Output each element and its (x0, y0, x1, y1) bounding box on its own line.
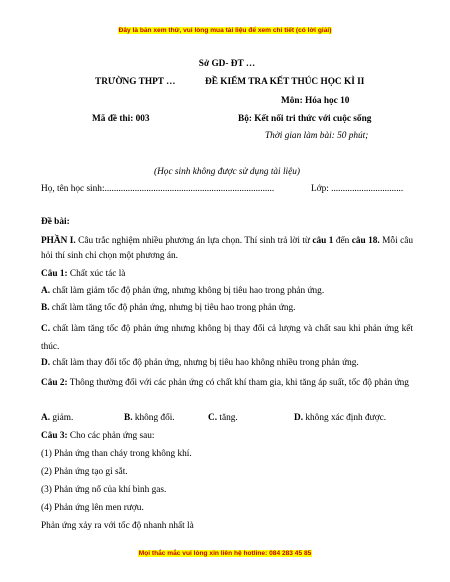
question-1-option-d: D. chất làm thay đổi tốc độ phản ứng, nhưng bị tiêu hao không nhiều trong phản ứng. (41, 358, 359, 368)
exam-duration: Thời gian làm bài: 50 phút; (265, 131, 369, 141)
preview-notice: Đây là bản xem thử, vui lòng mua tài liệu để xem chi tiết (có lời giải) (118, 27, 332, 34)
question-2-option-a: A. giảm. (41, 413, 74, 423)
part1-instructions: PHẦN I. Câu trắc nghiệm nhiều phương án lựa chọn. Thí sinh trả lời từ câu 1 đến câu 18. Mỗi câu hỏi thí sinh chỉ chọn một phương án. (41, 236, 413, 261)
question-3-tail: Phản ứng xảy ra với tốc độ nhanh nhất là (41, 521, 194, 531)
hotline-notice: Mọi thắc mắc vui lòng xin liên hệ hotline: 084 283 45 85 (138, 550, 312, 557)
school-name: TRƯỜNG THPT … (95, 77, 176, 87)
question-1-option-a: A. chất làm giảm tốc độ phản ứng, nhưng không bị tiêu hao trong phản ứng. (41, 286, 325, 296)
question-1-option-c: C. chất làm tăng tốc độ phản ứng nhưng không bị thay đổi cả lượng và chất sau khi phản ứng kết thúc. (41, 324, 413, 352)
exam-title: ĐỀ KIỂM TRA KẾT THÚC HỌC KÌ II (205, 77, 365, 87)
subject-label: Môn: Hóa học 10 (281, 96, 350, 106)
department-label: Sở GD- ĐT … (198, 59, 256, 69)
question-3-item-3: (3) Phản ứng nổ của khí bình gas. (41, 485, 167, 495)
question-1-stem: Câu 1: Chất xúc tác là (41, 269, 126, 279)
question-3-item-1: (1) Phản ứng than cháy trong không khí. (41, 449, 192, 459)
question-1-option-b: B. chất làm tăng tốc độ phản ứng, nhưng bị tiêu hao trong phản ứng. (41, 303, 296, 313)
section-heading: Đề bài: (41, 217, 70, 227)
question-3-item-2: (2) Phản ứng tạo gỉ sắt. (41, 467, 128, 477)
question-2-option-c: C. tăng. (208, 413, 238, 423)
exam-code: Mã đề thi: 003 (92, 114, 150, 124)
student-name-field: Họ, tên học sinh:......................................................................... (41, 184, 275, 194)
question-3-stem: Câu 3: Cho các phản ứng sau: (41, 431, 155, 441)
book-series: Bộ: Kết nối tri thức với cuộc sống (238, 114, 372, 124)
no-materials-note: (Học sinh không được sử dụng tài liệu) (153, 167, 300, 177)
question-2-stem: Câu 2: Thông thường đối với các phản ứng có chất khí tham gia, khi tăng áp suất, tốc độ phản ứng (41, 378, 409, 388)
student-class-field: Lớp: ............................... (311, 184, 404, 194)
question-3-item-4: (4) Phản ứng lên men rượu. (41, 503, 144, 513)
question-2-option-b: B. không đổi. (124, 413, 175, 423)
question-2-option-d: D. không xác định được. (294, 413, 387, 423)
